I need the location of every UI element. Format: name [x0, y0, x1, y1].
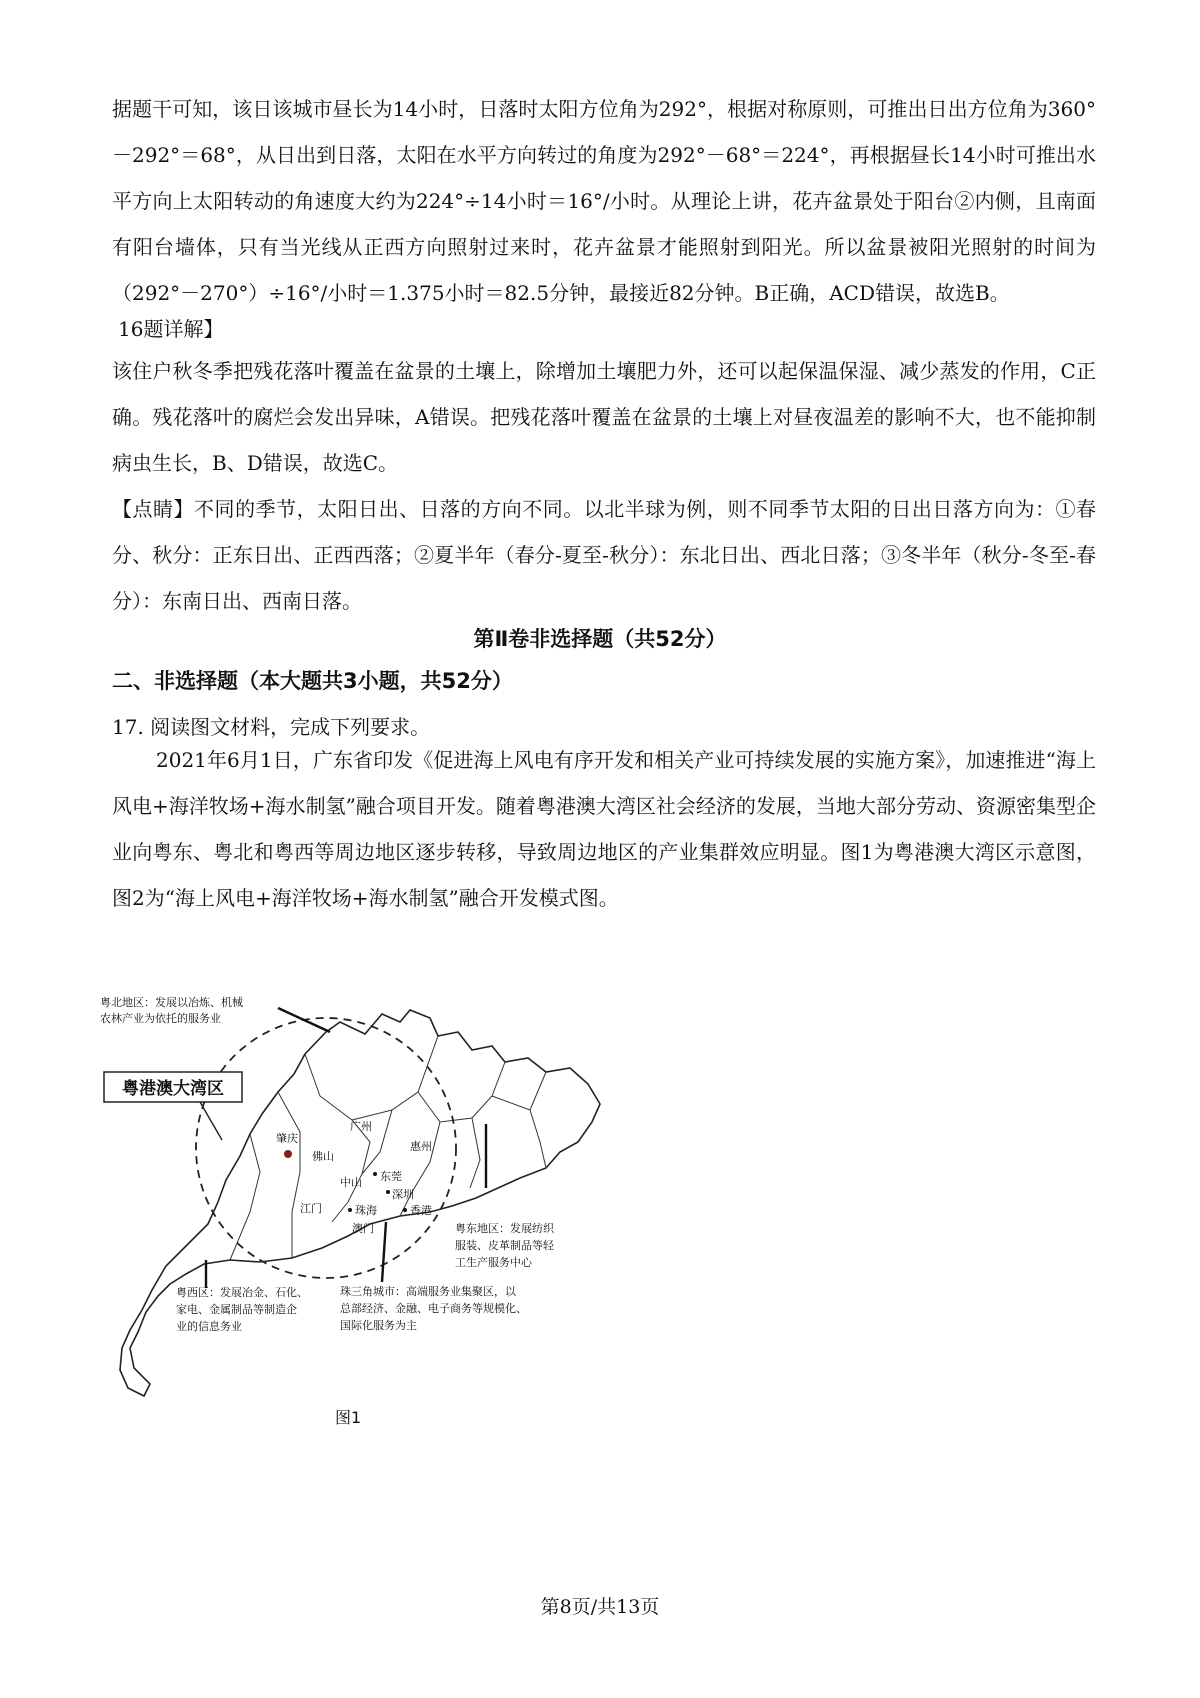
city-zhuhai: 珠海	[355, 1204, 377, 1217]
city-hongkong: 香港	[410, 1204, 432, 1217]
west-note-line-3: 业的信息务业	[176, 1320, 242, 1333]
zhaoqing-marker	[284, 1150, 292, 1158]
bay-label-pointer	[200, 1102, 222, 1140]
city-dongguan: 东莞	[380, 1170, 402, 1183]
east-note-line-1: 粤东地区：发展纺织	[455, 1222, 554, 1235]
dongguan-marker	[373, 1172, 377, 1176]
page-footer: 第8页/共13页	[540, 1596, 660, 1618]
explanation-paragraph-16: 该住户秋冬季把残花落叶覆盖在盆景的土壤上，除增加土壤肥力外，还可以起保温保湿、减少蒸发的作用，C正确。残花落叶的腐烂会发出异味，A错误。把残花落叶覆盖在盆景的土壤上对昼夜温差的影响不大，也不能抑制病虫生长，B、D错误，故选C。	[112, 359, 1096, 475]
city-guangzhou: 广州	[350, 1120, 372, 1133]
shenzhen-marker	[386, 1190, 390, 1194]
question-17-prompt: 17. 阅读图文材料，完成下列要求。	[112, 715, 431, 739]
north-note-line-2: 农林产业为依托的服务业	[100, 1012, 221, 1025]
hongkong-marker	[403, 1208, 407, 1212]
section-subtitle: 二、非选择题（本大题共3小题，共52分）	[112, 669, 513, 693]
section-title: 第Ⅱ卷非选择题（共52分）	[473, 627, 727, 651]
east-note-line-3: 工生产服务中心	[455, 1256, 532, 1269]
bay-label: 粤港澳大湾区	[122, 1079, 224, 1099]
prd-note-line-3: 国际化服务为主	[340, 1319, 417, 1332]
figure-caption: 图1	[335, 1408, 362, 1427]
zhuhai-marker	[348, 1208, 352, 1212]
city-shenzhen: 深圳	[392, 1188, 414, 1201]
province-outline	[120, 1010, 600, 1396]
question-17-material: 2021年6月1日，广东省印发《促进海上风电有序开发和相关产业可持续发展的实施方案》，加速推进“海上风电+海洋牧场+海水制氢”融合项目开发。随着粤港澳大湾区社会经济的发展，当地大部分劳动、资源密集型企业向粤东、粤北和粤西等周边地区逐步转移，导致周边地区的产业集群效应明显。图1为粤港澳大湾区示意图，图2为“海上风电+海洋牧场+海水制氢”融合开发模式图。	[112, 748, 1096, 910]
city-zhongshan: 中山	[340, 1176, 362, 1189]
city-huizhou: 惠州	[410, 1140, 432, 1153]
city-zhaoqing: 肇庆	[276, 1132, 298, 1145]
prd-note-line-2: 总部经济、金融、电子商务等规模化、	[340, 1302, 527, 1315]
east-note-line-2: 服装、皮革制品等轻	[455, 1239, 554, 1252]
question-16-header: 16题详解】	[118, 317, 224, 341]
west-note-line-1: 粤西区：发展冶金、石化、	[176, 1286, 308, 1299]
west-note-line-2: 家电、金属制品等制造企	[176, 1303, 297, 1316]
city-macau: 澳门	[352, 1222, 374, 1235]
city-jiangmen: 江门	[300, 1202, 322, 1215]
tip-paragraph: 【点睛】不同的季节，太阳日出、日落的方向不同。以北半球为例，则不同季节太阳的日出日落方向为：①春分、秋分：正东日出、正西西落；②夏半年（春分-夏至-秋分）：东北日出、西北日落；③冬半年（秋分-冬至-春分）：东南日出、西南日落。	[112, 497, 1096, 613]
explanation-paragraph-15: 据题干可知，该日该城市昼长为14小时，日落时太阳方位角为292°，根据对称原则，可推出日出方位角为360°－292°＝68°，从日出到日落，太阳在水平方向转过的角度为292°－68°＝224°，再根据昼长14小时可推出水平方向上太阳转动的角速度大约为224°÷14小时＝16°/小时。从理论上讲，花卉盆景处于阳台②内侧，且南面有阳台墙体，只有当光线从正西方向照射过来时，花卉盆景才能照射到阳光。所以盆景被阳光照射的时间为（292°－270°）÷16°/小时＝1.375小时＝82.5分钟，最接近82分钟。B正确，ACD错误，故选B。	[112, 97, 1096, 305]
north-note-line-1: 粤北地区：发展以冶炼、机械	[100, 996, 243, 1009]
prd-note-line-1: 珠三角城市：高端服务业集聚区，以	[340, 1285, 516, 1298]
prd-note-pointer	[382, 1222, 386, 1282]
city-foshan: 佛山	[312, 1150, 334, 1163]
bay-area-map	[100, 992, 680, 1422]
north-note-pointer	[278, 1008, 330, 1032]
